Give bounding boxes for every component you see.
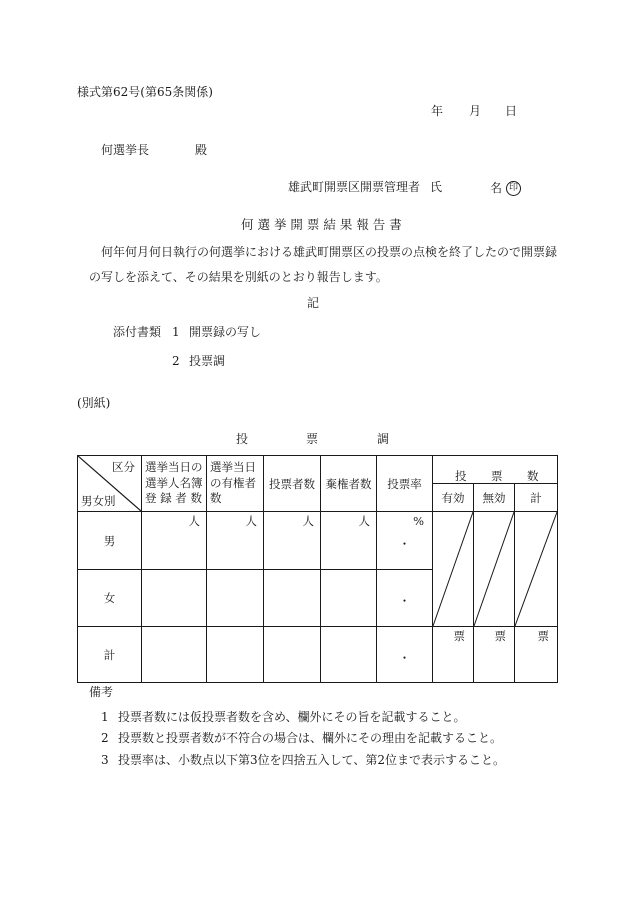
attachment-2-text: 投票調: [189, 354, 226, 368]
sender-title: 雄武町開票区開票管理者: [288, 180, 421, 194]
date-year: 年: [431, 104, 444, 118]
attachment-1-number: 1: [172, 325, 180, 339]
sender-mei-label: 名: [490, 181, 503, 195]
corner-bottom-label: 男女別: [81, 494, 116, 508]
header-abstainers: 棄権者数: [321, 456, 377, 512]
total-diagonal-cell: [515, 512, 558, 627]
male-turnout-cell: [377, 512, 433, 570]
date-month: 月: [469, 104, 482, 118]
row-label-male: 男: [78, 512, 142, 570]
vote-tally-table: [77, 455, 558, 683]
header-registered-line3: 登 録 者 数: [145, 491, 202, 506]
appendix-label: (別紙): [77, 396, 111, 410]
note-2-number: 2: [101, 731, 109, 745]
total-turnout-cell: [377, 627, 433, 683]
female-abstainers-cell: [321, 570, 377, 627]
document-title: 何 選 挙 開 票 結 果 報 告 書: [241, 217, 402, 232]
corner-header-cell: [78, 456, 142, 512]
table-title-c1: 投: [236, 432, 249, 446]
note-2-text: 投票数と投票者数が不符合の場合は、欄外にその理由を記載すること。: [118, 731, 503, 745]
attachments-label: 添付書類: [113, 325, 162, 339]
body-line-2: の写しを添えて、その結果を別紙のとおり報告します。: [89, 270, 388, 284]
total-votes-cell: 票: [515, 627, 558, 683]
header-total: 計: [515, 484, 558, 512]
table-title-c3: 調: [377, 432, 390, 446]
header-votes-c3: 数: [527, 468, 539, 483]
header-eligible-line1: 選挙当日: [210, 460, 256, 475]
attachment-2-number: 2: [172, 354, 180, 368]
valid-diagonal-cell: [433, 512, 474, 627]
notes-label: 備考: [89, 685, 114, 699]
female-voters-cell: [264, 570, 321, 627]
note-1-number: 1: [101, 710, 109, 724]
male-voters-cell: 人: [264, 512, 321, 570]
sender-shi: 氏: [430, 180, 443, 194]
decimal-dot: ・: [398, 536, 411, 551]
sender-mei: [490, 181, 521, 196]
table-row: [78, 627, 558, 683]
note-1-text: 投票者数には仮投票者数を含め、欄外にその旨を記載すること。: [118, 710, 466, 724]
attachment-1-text: 開票録の写し: [189, 325, 262, 339]
note-3-text: 投票率は、小数点以下第3位を四捨五入して、第2位まで表示すること。: [118, 753, 506, 767]
row-label-total: 計: [78, 627, 142, 683]
female-turnout-cell: [377, 570, 433, 627]
total-eligible-cell: [207, 627, 264, 683]
body-line-1: 何年何月何日執行の何選挙における雄武町開票区の投票の点検を終了したので開票録: [101, 245, 558, 259]
table-row: [78, 512, 558, 570]
male-eligible-cell: 人: [207, 512, 264, 570]
decimal-dot: ・: [398, 594, 411, 609]
female-registered-cell: [142, 570, 207, 627]
male-abstainers-cell: 人: [321, 512, 377, 570]
note-3-number: 3: [101, 753, 109, 767]
percent-unit: %: [413, 514, 424, 528]
header-eligible-line2: の有権者: [210, 475, 256, 490]
date-day: 日: [505, 104, 518, 118]
row-label-female: 女: [78, 570, 142, 627]
header-votes-c2: 票: [491, 468, 503, 483]
seal-mark: 印: [506, 181, 521, 196]
header-eligible-voters: [207, 456, 264, 512]
ki-marker: 記: [307, 296, 320, 310]
total-abstainers-cell: [321, 627, 377, 683]
total-voters-cell: [264, 627, 321, 683]
header-registered-line1: 選挙当日の: [145, 460, 203, 475]
header-registered-voters: [142, 456, 207, 512]
invalid-diagonal-cell: [474, 512, 515, 627]
header-voters: 投票者数: [264, 456, 321, 512]
total-registered-cell: [142, 627, 207, 683]
header-registered-line2: 選挙人名簿: [145, 475, 203, 490]
valid-votes-cell: 票: [433, 627, 474, 683]
header-invalid: 無効: [474, 484, 515, 512]
male-registered-cell: 人: [142, 512, 207, 570]
addressee-honorific: 殿: [195, 143, 208, 157]
decimal-dot: ・: [398, 650, 411, 665]
header-votes-c1: 投: [455, 468, 467, 483]
header-eligible-line3: 数: [210, 491, 222, 506]
header-turnout: 投票率: [377, 456, 433, 512]
corner-top-label: 区分: [112, 460, 135, 474]
addressee-name: 何選挙長: [101, 143, 150, 157]
header-valid: 有効: [433, 484, 474, 512]
female-eligible-cell: [207, 570, 264, 627]
invalid-votes-cell: 票: [474, 627, 515, 683]
form-number: 様式第62号(第65条関係): [77, 85, 213, 99]
table-title-c2: 票: [306, 432, 319, 446]
header-votes: [433, 456, 558, 484]
